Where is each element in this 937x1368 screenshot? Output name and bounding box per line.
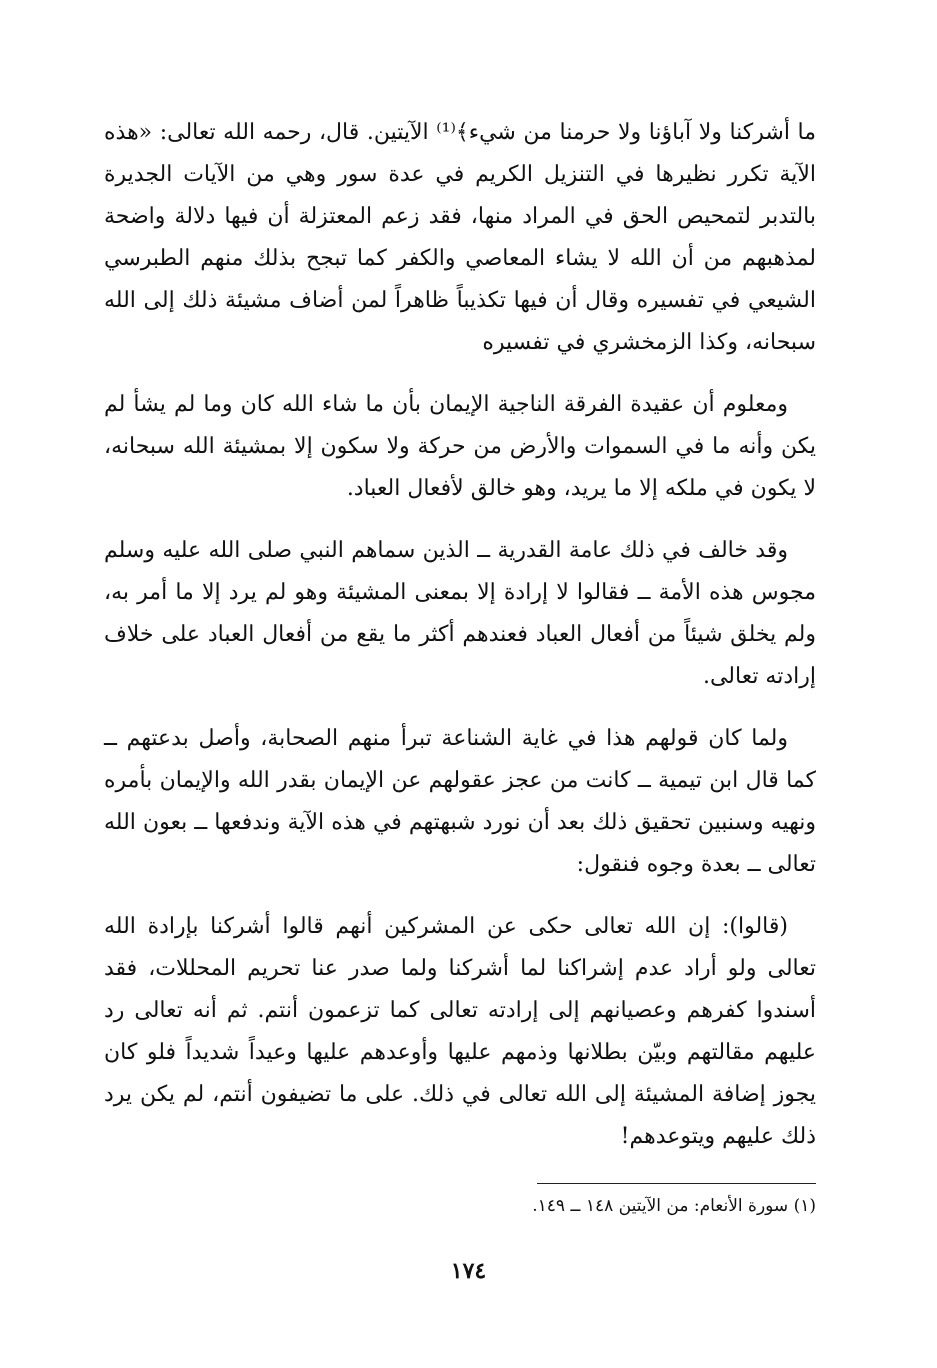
footnote-separator	[537, 1183, 816, 1184]
footnote: (١) سورة الأنعام: من الآيتين ١٤٨ ــ ١٤٩.	[532, 1196, 816, 1216]
paragraph-5: (قالوا): إن الله تعالى حكى عن المشركين أنهم قالوا أشركنا بإرادة الله تعالى ولو أراد عدم إشراكنا لما أشركنا ولما صدر عنا تحريم المحللات، فقد أسندوا كفرهم وعصيانهم إلى إرادته تعالى كما تزعمون أنتم. ثم أنه تعالى رد عليهم مقالتهم وبيّن بطلانها وذمهم عليها وأوعدهم عليها وعيداً شديداً فلو كان يجوز إضافة المشيئة إلى الله تعالى في ذلك. على ما تضيفون أنتم، لم يكن يرد ذلك عليهم ويتوعدهم!	[104, 914, 816, 1149]
page-number: ١٧٤	[450, 1258, 487, 1284]
paragraph-1: ما أشركنا ولا آباؤنا ولا حرمنا من شيء﴾⁽¹⁾ الآيتين. قال، رحمه الله تعالى: «هذه الآية تكرر نظيرها في التنزيل الكريم في عدة سور وهي من الآيات الجديرة بالتدبر لتمحيص الحق في المراد منها، فقد زعم المعتزلة أن فيها دلالة واضحة لمذهبهم من أن الله لا يشاء المعاصي والكفر كما تبجح بذلك منهم الطبرسي الشيعي في تفسيره وقال أن فيها تكذيباً ظاهراً لمن أضاف مشيئة ذلك إلى الله سبحانه، وكذا الزمخشري في تفسيره	[104, 120, 816, 355]
main-text	[104, 112, 816, 1178]
paragraph-4: ولما كان قولهم هذا في غاية الشناعة تبرأ منهم الصحابة، وأصل بدعتهم ــ كما قال ابن تيمية ــ كانت من عجز عقولهم عن الإيمان بقدر الله والإيمان بأمره ونهيه وسنبين تحقيق ذلك بعد أن نورد شبهتهم في هذه الآية وندفعها ــ بعون الله تعالى ــ بعدة وجوه فنقول:	[104, 726, 816, 877]
paragraph-3: وقد خالف في ذلك عامة القدرية ــ الذين سماهم النبي صلى الله عليه وسلم مجوس هذه الأمة ــ فقالوا لا إرادة إلا بمعنى المشيئة وهو لم يرد إلا ما أمر به، ولم يخلق شيئاً من أفعال العباد فعندهم أكثر ما يقع من أفعال العباد على خلاف إرادته تعالى.	[104, 538, 816, 689]
paragraph-2: ومعلوم أن عقيدة الفرقة الناجية الإيمان بأن ما شاء الله كان وما لم يشأ لم يكن وأنه ما في السموات والأرض من حركة ولا سكون إلا بمشيئة الله سبحانه، لا يكون في ملكه إلا ما يريد، وهو خالق لأفعال العباد.	[104, 392, 816, 501]
